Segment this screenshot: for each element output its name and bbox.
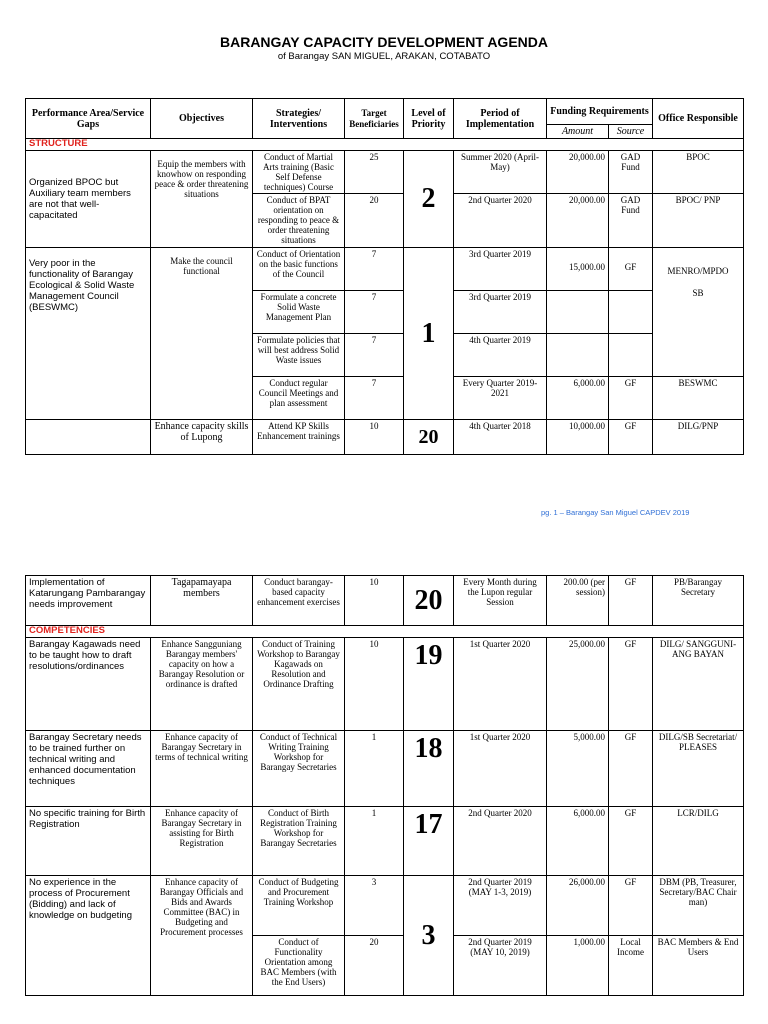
header-funding: Funding Requirements [547, 99, 653, 125]
table-row [26, 638, 744, 731]
amount-cell [547, 291, 609, 334]
target-cell: 10 [345, 576, 404, 626]
priority-cell: 17 [404, 807, 454, 876]
objective-cell: Enhance capacity of Barangay Officials and Bids and Awards Committee (BAC) in Budgeting and Procurement processes [151, 876, 253, 996]
objective-cell: Enhance capacity of Barangay Secretary in assisting for Birth Registration [151, 807, 253, 876]
amount-cell: 15,000.00 [547, 248, 609, 291]
priority-cell: 2 [404, 151, 454, 248]
capdev-table-page1 [25, 98, 744, 455]
office-cell: BPOC [653, 151, 744, 194]
objective-cell: Enhance capacity skills of Lupong [151, 420, 253, 455]
header-priority: Level of Priority [404, 99, 454, 139]
amount-cell: 5,000.00 [547, 731, 609, 807]
strategy-cell: Conduct barangay-based capacity enhancement exercises [253, 576, 345, 626]
table-row [26, 151, 744, 194]
section-structure: STRUCTURE [26, 139, 744, 151]
table-row [26, 876, 744, 936]
target-cell: 20 [345, 936, 404, 996]
source-cell: GF [609, 807, 653, 876]
period-cell: Every Month during the Lupon regular Session [454, 576, 547, 626]
amount-cell: 200.00 (per session) [547, 576, 609, 626]
source-cell [609, 334, 653, 377]
priority-cell: 19 [404, 638, 454, 731]
amount-cell: 20,000.00 [547, 194, 609, 248]
target-cell: 7 [345, 248, 404, 291]
office-name: SB [692, 288, 704, 298]
period-cell: 2nd Quarter 2019 (MAY 10, 2019) [454, 936, 547, 996]
gap-cell: Barangay Secretary needs to be trained further on technical writing and enhanced documentation techniques [26, 731, 151, 807]
period-cell: 2nd Quarter 2019 (MAY 1-3, 2019) [454, 876, 547, 936]
source-cell [609, 291, 653, 334]
period-cell: 3rd Quarter 2019 [454, 248, 547, 291]
objective-cell: Equip the members with knowhow on responding peace & order threatening situations [151, 151, 253, 248]
priority-cell: 20 [404, 420, 454, 455]
target-cell: 7 [345, 377, 404, 420]
strategy-cell: Conduct of BPAT orientation on responding to peace & order threatening situations [253, 194, 345, 248]
source-cell: GF [609, 576, 653, 626]
strategy-cell: Conduct of Budgeting and Procurement Training Workshop [253, 876, 345, 936]
header-gaps: Performance Area/Service Gaps [26, 99, 151, 139]
page-footer: pg. 1 – Barangay San Miguel CAPDEV 2019 [541, 508, 690, 517]
gap-cell: Organized BPOC but Auxiliary team members are not that well-capacitated [26, 151, 151, 248]
office-cell: BAC Members & End Users [653, 936, 744, 996]
office-cell: BESWMC [653, 377, 744, 420]
strategy-cell: Formulate policies that will best address Solid Waste issues [253, 334, 345, 377]
table-row [26, 807, 744, 876]
header-target: Target Beneficiaries [345, 99, 404, 139]
objective-cell: Enhance capacity of Barangay Secretary in terms of technical writing [151, 731, 253, 807]
gap-cell: Implementation of Katarungang Pambarangay needs improvement [26, 576, 151, 626]
target-cell: 7 [345, 291, 404, 334]
capdev-table-page2 [25, 575, 744, 996]
amount-cell: 6,000.00 [547, 807, 609, 876]
target-cell: 25 [345, 151, 404, 194]
office-cell: DILG/ SANGGUNI-ANG BAYAN [653, 638, 744, 731]
period-cell: 3rd Quarter 2019 [454, 291, 547, 334]
source-cell: Local Income [609, 936, 653, 996]
table-row [26, 420, 744, 455]
amount-cell: 20,000.00 [547, 151, 609, 194]
source-cell: GF [609, 876, 653, 936]
target-cell: 20 [345, 194, 404, 248]
target-cell: 7 [345, 334, 404, 377]
gap-cell: No specific training for Birth Registration [26, 807, 151, 876]
period-cell: Every Quarter 2019-2021 [454, 377, 547, 420]
period-cell: 4th Quarter 2019 [454, 334, 547, 377]
table-row [26, 576, 744, 626]
office-name: MENRO/MPDO [667, 266, 729, 276]
target-cell: 10 [345, 420, 404, 455]
amount-cell: 26,000.00 [547, 876, 609, 936]
office-cell: LCR/DILG [653, 807, 744, 876]
amount-cell: 6,000.00 [547, 377, 609, 420]
priority-cell: 1 [404, 248, 454, 420]
amount-cell: 25,000.00 [547, 638, 609, 731]
objective-cell: Make the council functional [151, 248, 253, 420]
gap-cell [26, 420, 151, 455]
source-cell: GF [609, 377, 653, 420]
source-cell: GF [609, 248, 653, 291]
period-cell: 2nd Quarter 2020 [454, 807, 547, 876]
office-cell: BPOC/ PNP [653, 194, 744, 248]
source-cell: GAD Fund [609, 151, 653, 194]
source-cell: GF [609, 638, 653, 731]
office-cell: PB/Barangay Secretary [653, 576, 744, 626]
priority-cell: 20 [404, 576, 454, 626]
target-cell: 1 [345, 731, 404, 807]
gap-cell: Barangay Kagawads need to be taught how to draft resolutions/ordinances [26, 638, 151, 731]
document-title: BARANGAY CAPACITY DEVELOPMENT AGENDA [219, 34, 548, 50]
strategy-cell: Conduct of Orientation on the basic functions of the Council [253, 248, 345, 291]
strategy-cell: Conduct of Martial Arts training (Basic Self Defense techniques) Course [253, 151, 345, 194]
period-cell: 4th Quarter 2018 [454, 420, 547, 455]
objective-cell: Enhance Sangguniang Barangay members' capacity on how a Barangay Resolution or ordinance is drafted [151, 638, 253, 731]
source-cell: GF [609, 731, 653, 807]
table-row [26, 731, 744, 807]
office-cell: DBM (PB, Treasurer, Secretary/BAC Chairman) [653, 876, 744, 936]
strategy-cell: Formulate a concrete Solid Waste Management Plan [253, 291, 345, 334]
gap-cell: Very poor in the functionality of Barangay Ecological & Solid Waste Management Council (BESWMC) [26, 248, 151, 420]
gap-cell: No experience in the process of Procurement (Bidding) and lack of knowledge on budgeting [26, 876, 151, 996]
strategy-cell: Conduct of Technical Writing Training Workshop for Barangay Secretaries [253, 731, 345, 807]
target-cell: 10 [345, 638, 404, 731]
source-cell: GAD Fund [609, 194, 653, 248]
strategy-cell: Conduct of Birth Registration Training Workshop for Barangay Secretaries [253, 807, 345, 876]
strategy-cell: Attend KP Skills Enhancement trainings [253, 420, 345, 455]
header-amount: Amount [547, 125, 609, 139]
period-cell: 2nd Quarter 2020 [454, 194, 547, 248]
period-cell: Summer 2020 (April-May) [454, 151, 547, 194]
office-cell: DILG/PNP [653, 420, 744, 455]
office-cell [653, 248, 744, 377]
table-row [26, 248, 744, 291]
header-objectives: Objectives [151, 99, 253, 139]
header-period: Period of Implementation [454, 99, 547, 139]
priority-cell: 18 [404, 731, 454, 807]
header-office: Office Responsible [653, 99, 744, 139]
header-strategies: Strategies/ Interventions [253, 99, 345, 139]
period-cell: 1st Quarter 2020 [454, 638, 547, 731]
strategy-cell: Conduct of Functionality Orientation among BAC Members (with the End Users) [253, 936, 345, 996]
objective-cell: Tagapamayapa members [151, 576, 253, 626]
strategy-cell: Conduct of Training Workshop to Barangay Kagawads on Resolution and Ordinance Drafting [253, 638, 345, 731]
section-competencies: COMPETENCIES [26, 626, 744, 638]
header-source: Source [609, 125, 653, 139]
period-cell: 1st Quarter 2020 [454, 731, 547, 807]
priority-cell: 3 [404, 876, 454, 996]
target-cell: 3 [345, 876, 404, 936]
amount-cell: 10,000.00 [547, 420, 609, 455]
source-cell: GF [609, 420, 653, 455]
amount-cell: 1,000.00 [547, 936, 609, 996]
office-cell: DILG/SB Secretariat/ PLEASES [653, 731, 744, 807]
amount-cell [547, 334, 609, 377]
target-cell: 1 [345, 807, 404, 876]
document-subtitle: of Barangay SAN MIGUEL, ARAKAN, COTABATO [277, 51, 491, 62]
strategy-cell: Conduct regular Council Meetings and plan assessment [253, 377, 345, 420]
